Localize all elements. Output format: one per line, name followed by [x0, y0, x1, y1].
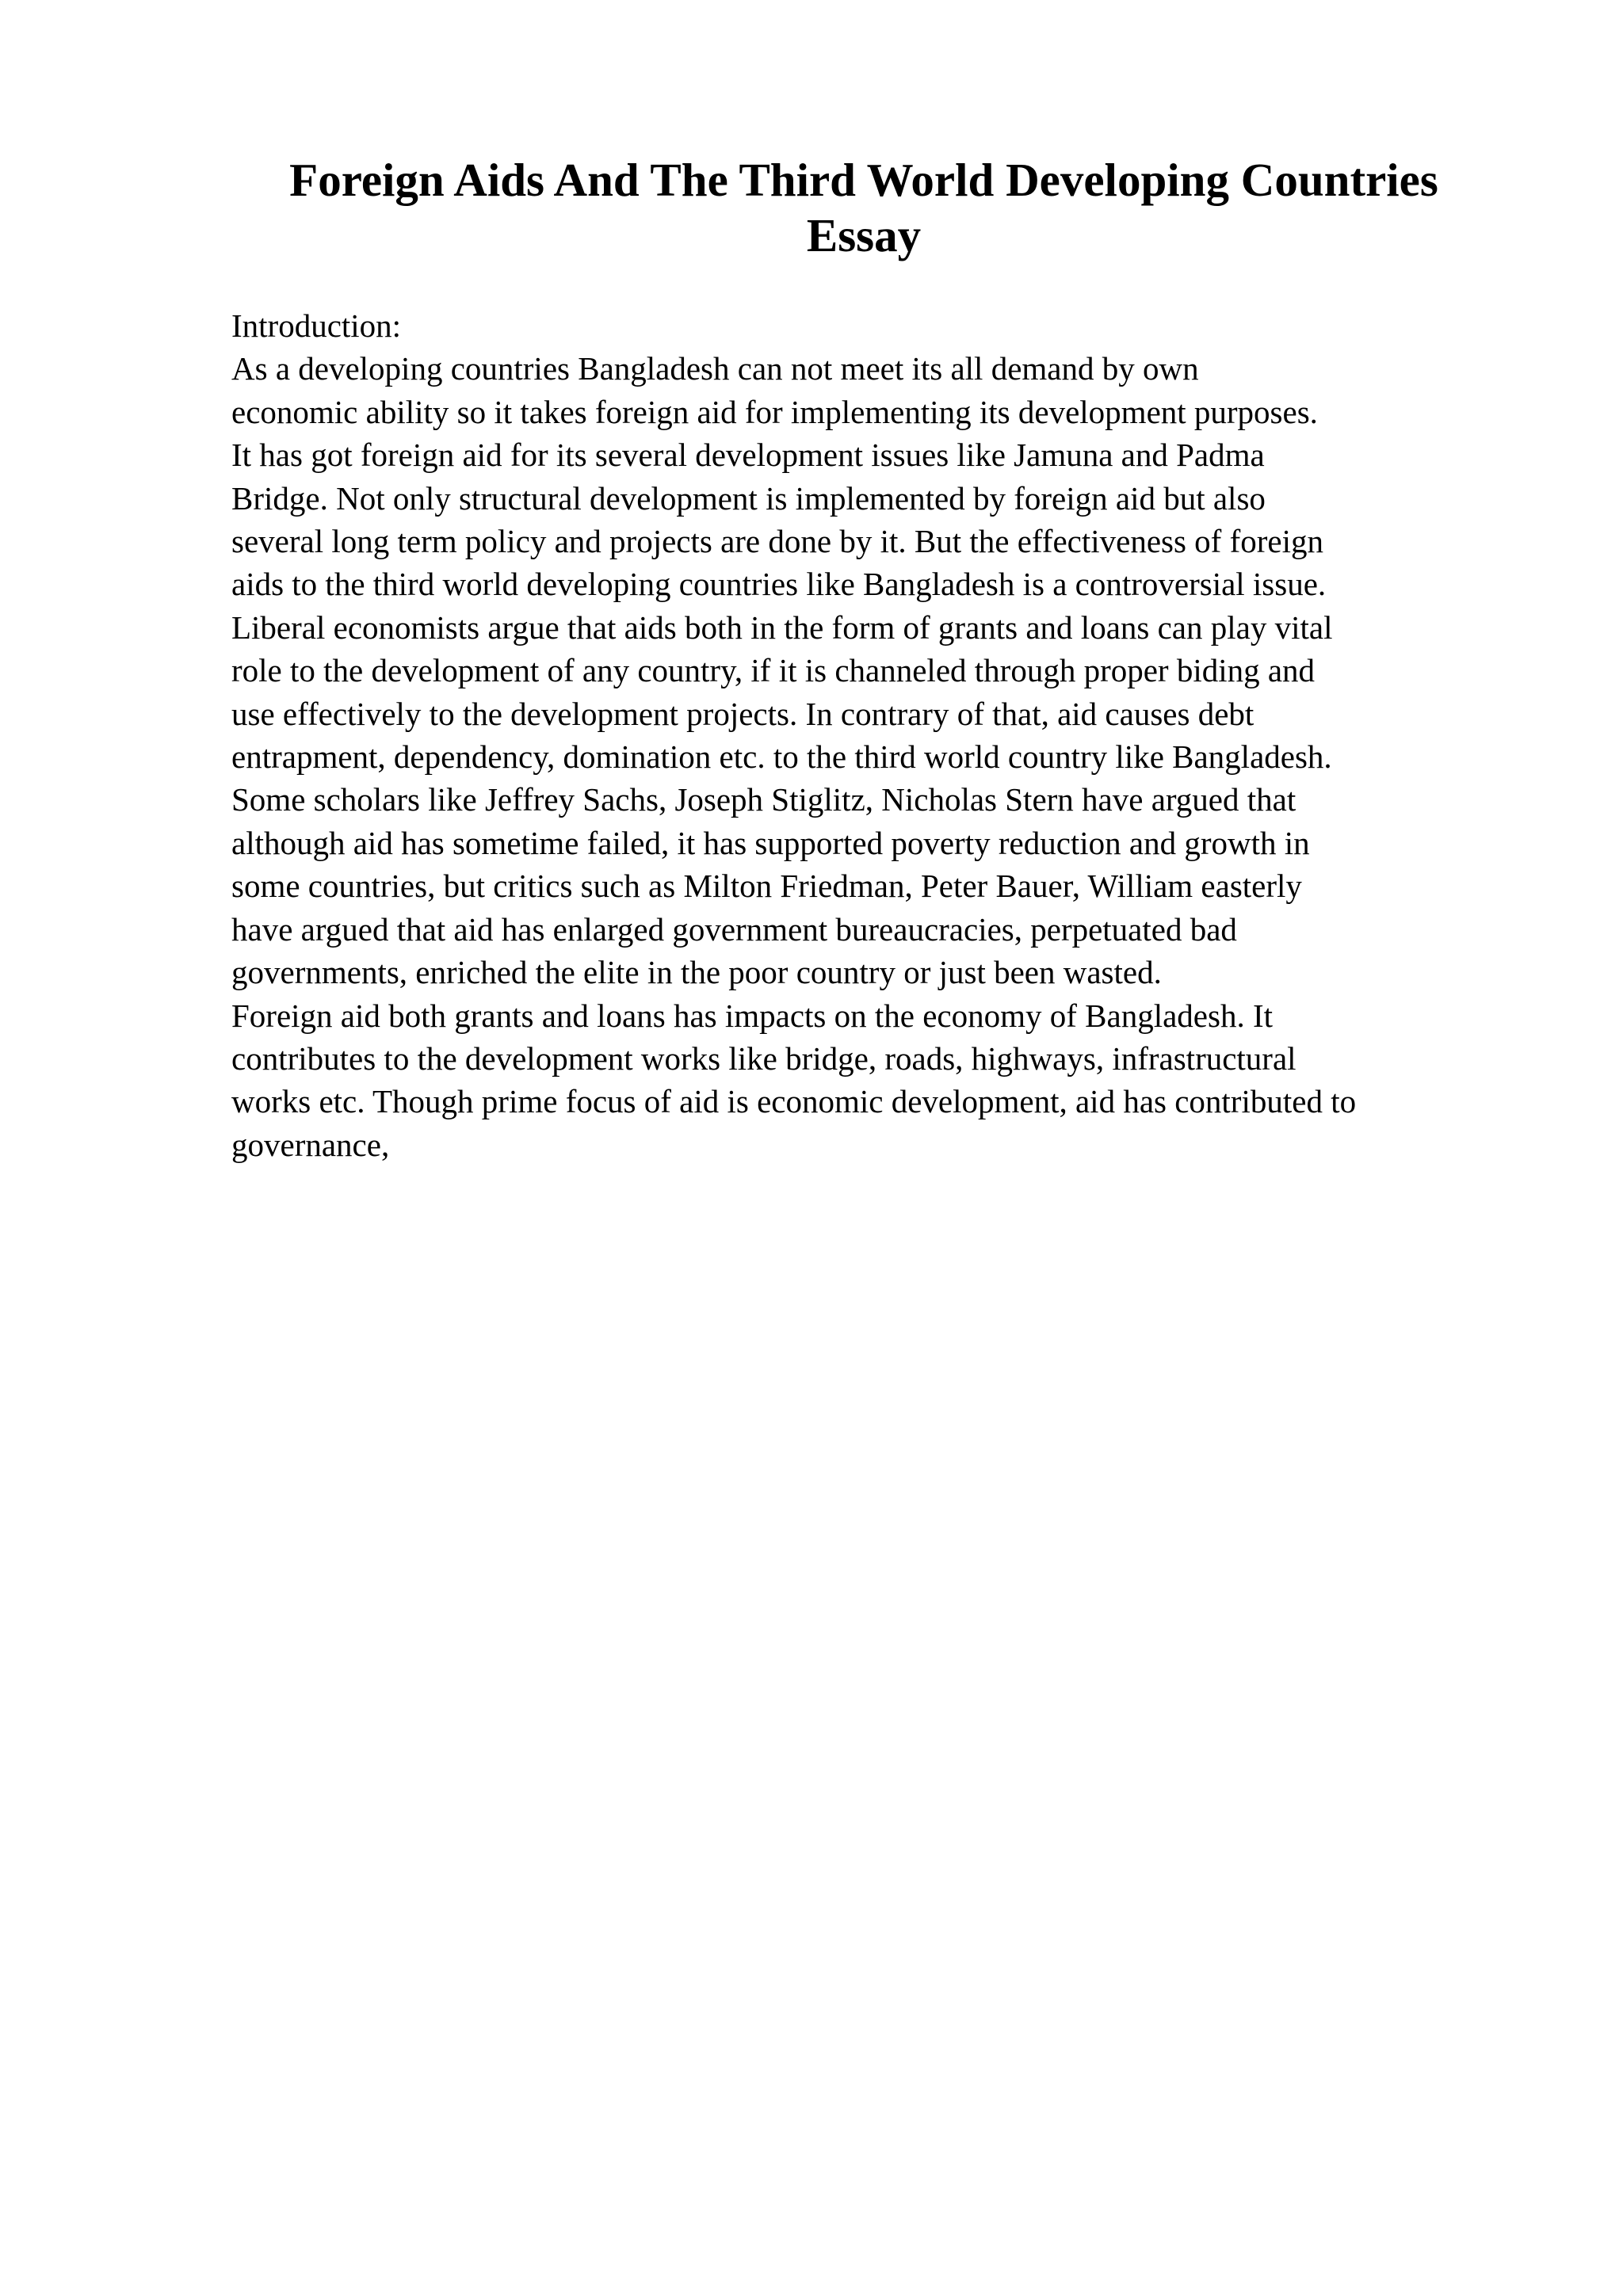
- body-line: Foreign aid both grants and loans has impacts on the economy of Bangladesh. It: [231, 997, 1274, 1034]
- page-title: [230, 152, 1498, 263]
- essay-body: [231, 304, 1594, 1166]
- body-line: Some scholars like Jeffrey Sachs, Joseph Stiglitz, Nicholas Stern have argued that: [231, 781, 1296, 818]
- body-line: economic ability so it takes foreign aid for implementing its development purposes.: [231, 393, 1318, 430]
- section-heading: Introduction:: [231, 307, 402, 344]
- body-line: aids to the third world developing countries like Bangladesh is a controversial issue.: [231, 566, 1327, 603]
- body-line: works etc. Though prime focus of aid is economic development, aid has contributed to: [231, 1083, 1357, 1120]
- title-line: Foreign Aids And The Third World Developing Countries: [289, 154, 1438, 206]
- body-line: although aid has sometime failed, it has supported poverty reduction and growth in: [231, 824, 1310, 861]
- body-line: contributes to the development works like bridge, roads, highways, infrastructural: [231, 1039, 1296, 1077]
- body-line: As a developing countries Bangladesh can not meet its all demand by own: [231, 350, 1199, 387]
- body-line: Bridge. Not only structural development is implemented by foreign aid but also: [231, 479, 1266, 517]
- body-line: entrapment, dependency, domination etc. to the third world country like Bangladesh.: [231, 738, 1332, 776]
- body-line: governments, enriched the elite in the poor country or just been wasted.: [231, 954, 1162, 991]
- body-line: It has got foreign aid for its several development issues like Jamuna and Padma: [231, 437, 1265, 474]
- body-line: Liberal economists argue that aids both in the form of grants and loans can play vital: [231, 608, 1333, 646]
- body-line: several long term policy and projects are done by it. But the effectiveness of foreign: [231, 523, 1323, 560]
- body-line: some countries, but critics such as Milton Friedman, Peter Bauer, William easterly: [231, 868, 1302, 905]
- body-line: have argued that aid has enlarged government bureaucracies, perpetuated bad: [231, 910, 1237, 948]
- body-line: use effectively to the development projects. In contrary of that, aid causes debt: [231, 695, 1254, 732]
- title-line: Essay: [806, 209, 922, 261]
- body-line: role to the development of any country, if it is channeled through proper biding and: [231, 652, 1316, 689]
- body-line: governance,: [231, 1126, 390, 1163]
